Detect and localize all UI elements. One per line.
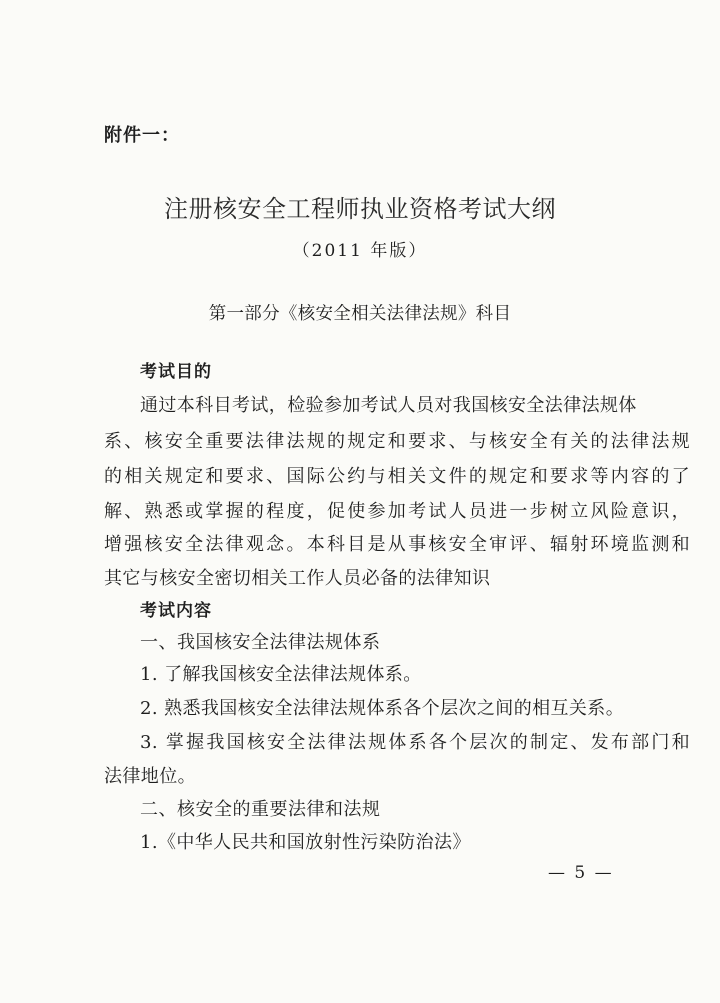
subsection-1-item-3-cont: 法律地位。: [104, 766, 196, 787]
subsection-1-heading: 一、我国核安全法律法规体系: [140, 632, 381, 653]
subsection-1-item-2: 2. 熟悉我国核安全法律法规体系各个层次之间的相互关系。: [140, 698, 625, 719]
purpose-line-1: 通过本科目考试，检验参加考试人员对我国核安全法律法规体: [140, 395, 637, 416]
edition-label: （2011 年版）: [292, 241, 428, 261]
purpose-line-2: 系、核安全重要法律法规的规定和要求、与核安全有关的法律法规: [104, 431, 690, 452]
subsection-2-heading: 二、核安全的重要法律和法规: [140, 799, 381, 820]
content-heading: 考试内容: [140, 601, 212, 621]
subsection-1-item-3: 3. 掌握我国核安全法律法规体系各个层次的制定、发布部门和: [140, 732, 690, 753]
page-number: — 5 —: [548, 863, 614, 883]
purpose-line-4: 解、熟悉或掌握的程度，促使参加考试人员进一步树立风险意识，: [104, 501, 690, 522]
document-title: 注册核安全工程师执业资格考试大纲: [164, 195, 556, 223]
part-title: 第一部分《核安全相关法律法规》科目: [208, 304, 512, 324]
purpose-line-3: 的相关规定和要求、国际公约与相关文件的规定和要求等内容的了: [104, 466, 690, 487]
subsection-2-item-1: 1.《中华人民共和国放射性污染防治法》: [140, 832, 471, 853]
purpose-heading: 考试目的: [140, 362, 212, 382]
purpose-line-5: 增强核安全法律观念。本科目是从事核安全审评、辐射环境监测和: [104, 534, 690, 555]
purpose-line-6: 其它与核安全密切相关工作人员必备的法律知识: [104, 568, 491, 589]
subsection-1-item-1: 1. 了解我国核安全法律法规体系。: [140, 664, 422, 685]
attachment-label: 附件一：: [104, 125, 180, 146]
